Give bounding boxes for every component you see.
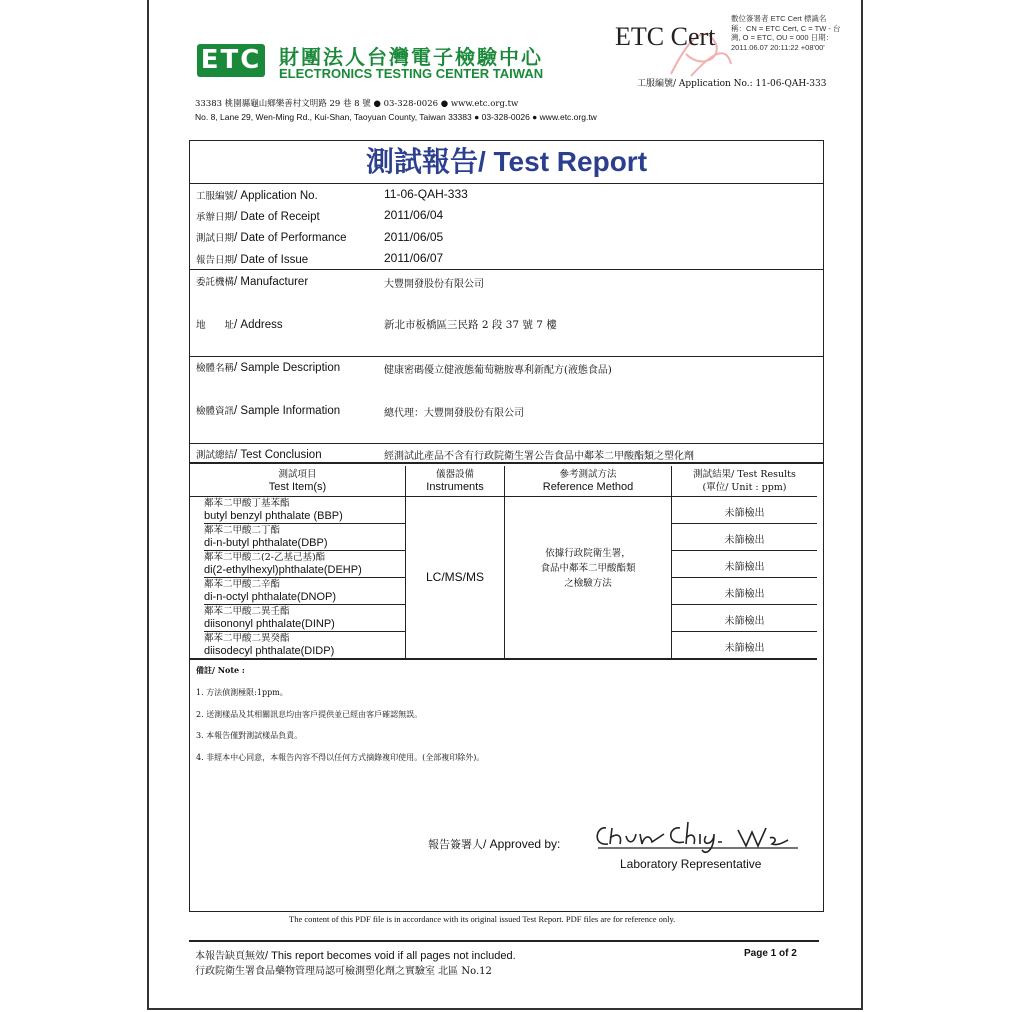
table-row: 鄰苯二甲酸二異癸酯 diisodecyl phthalate(DIDP): [204, 633, 335, 657]
approver-role: Laboratory Representative: [620, 857, 762, 871]
pdf-note: The content of this PDF file is in accordance with its original issued Test Report. PDF files are for reference only.: [289, 914, 676, 924]
result-cell: 未篩檢出: [724, 589, 765, 600]
instrument-cell: LC/MS/MS: [425, 570, 484, 584]
field-value: 11-06-QAH-333: [384, 187, 468, 201]
field-label: 測試日期/ Date of Performance: [196, 232, 347, 244]
app-no-top: 工服編號/ Application No.: 11-06-QAH-333: [637, 79, 827, 89]
table-row: 鄰苯二甲酸丁基苯酯 butyl benzyl phthalate (BBP): [204, 498, 343, 522]
result-cell: 未篩檢出: [724, 508, 765, 519]
table-row: 鄰苯二甲酸二異壬酯 diisononyl phthalate(DINP): [204, 606, 335, 630]
result-cell: 未篩檢出: [724, 616, 765, 627]
report-title: [190, 141, 823, 184]
field-value: 總代理：大豐開發股份有限公司: [384, 408, 524, 419]
result-cell: 未篩檢出: [724, 643, 765, 654]
result-cell: 未篩檢出: [724, 562, 765, 573]
table-header: 測試項目 Test Item(s): [268, 469, 327, 493]
results-table: [190, 466, 817, 659]
field-label: 檢體資訊/ Sample Information: [196, 405, 341, 417]
note-item: 4. 非經本中心同意，本報告內容不得以任何方式摘錄複印使用。(全部複印除外)。: [196, 753, 485, 762]
signature-icon: [588, 816, 803, 856]
table-header: 測試結果/ Test Results (單位/ Unit : ppm): [693, 469, 796, 493]
lab-note: 行政院衛生署食品藥物管理局認可檢測塑化劑之實驗室 北區 No.12: [195, 966, 492, 977]
field-label: 報告日期/ Date of Issue: [196, 254, 309, 266]
result-cell: 未篩檢出: [724, 535, 765, 546]
void-note: 本報告缺頁無效/ This report becomes void if all pages not included.: [195, 950, 516, 962]
note-item: 3. 本報告僅對測試樣品負責。: [196, 731, 303, 740]
report-frame: [189, 140, 824, 912]
address-en: No. 8, Lane 29, Wen-Ming Rd., Kui-Shan, Taoyuan County, Taiwan 33383 ● 03-328-0026 ● www.etc.org.tw: [195, 112, 597, 122]
field-label: 承辦日期/ Date of Receipt: [196, 211, 320, 223]
note-item: 2. 送測樣品及其相關訊息均由客戶提供並已經由客戶確認無誤。: [196, 710, 423, 719]
field-value: 新北市板橋區三民路 2 段 37 號 7 樓: [384, 319, 557, 331]
method-cell: 依據行政院衛生署， 食品中鄰苯二甲酸酯類 之檢驗方法: [540, 548, 636, 589]
etc-logo: ETC: [197, 44, 265, 77]
field-value: 大豐開發股份有限公司: [384, 279, 484, 290]
cert-title: ETC Cert: [615, 22, 716, 51]
field-value: 2011/06/04: [384, 208, 444, 222]
field-value: 2011/06/07: [384, 251, 444, 265]
field-label: 測試總結/ Test Conclusion: [196, 449, 322, 461]
address-cn: 33383 桃園縣龜山鄉樂善村文明路 29 巷 8 號 ● 03-328-0026 ● www.etc.org.tw: [195, 99, 519, 109]
report-title-en: / Test Report: [477, 146, 648, 177]
table-row: 鄰苯二甲酸二辛酯 di-n-octyl phthalate(DNOP): [204, 579, 337, 603]
page-number: Page 1 of 2: [744, 948, 797, 959]
report-title-cn: 測試報告: [365, 145, 478, 178]
note-item: 1. 方法偵測極限:1ppm。: [196, 688, 288, 697]
org-name-en: ELECTRONICS TESTING CENTER TAIWAN: [279, 66, 544, 81]
table-row: 鄰苯二甲酸二(2-乙基己基)酯 di(2-ethylhexyl)phthalate(DEHP): [204, 552, 362, 576]
report-page: [147, 0, 863, 1010]
field-value: 2011/06/05: [384, 230, 444, 244]
field-label: 工服編號/ Application No.: [196, 190, 318, 202]
note-title: 備註/ Note :: [196, 665, 245, 675]
table-row: 鄰苯二甲酸二丁酯 di-n-butyl phthalate(DBP): [204, 525, 328, 549]
table-header: 參考測試方法 Reference Method: [542, 469, 634, 493]
field-value: 健康密碼優立健液態葡萄糖胺專利新配方(液態食品): [384, 365, 612, 376]
field-label: 檢體名稱/ Sample Description: [196, 362, 341, 374]
field-value: 經測試此產品不含有行政院衛生署公告食品中鄰苯二甲酸酯類之塑化劑: [384, 451, 694, 462]
org-name-cn: 財團法人台灣電子檢驗中心: [279, 45, 543, 69]
field-label: 委託機構/ Manufacturer: [196, 276, 309, 288]
field-label: 地 址/ Address: [196, 319, 283, 331]
table-header: 儀器設備 Instruments: [426, 469, 484, 493]
cert-info: 數位簽署者 ETC Cert 標識名稱：CN = ETC Cert, C = TW - 台灣, O = ETC, OU = 000 日期：2011.06.07 20:11:22 +08'00': [731, 14, 841, 52]
approved-by-label: 報告簽署人/ Approved by:: [428, 837, 561, 851]
